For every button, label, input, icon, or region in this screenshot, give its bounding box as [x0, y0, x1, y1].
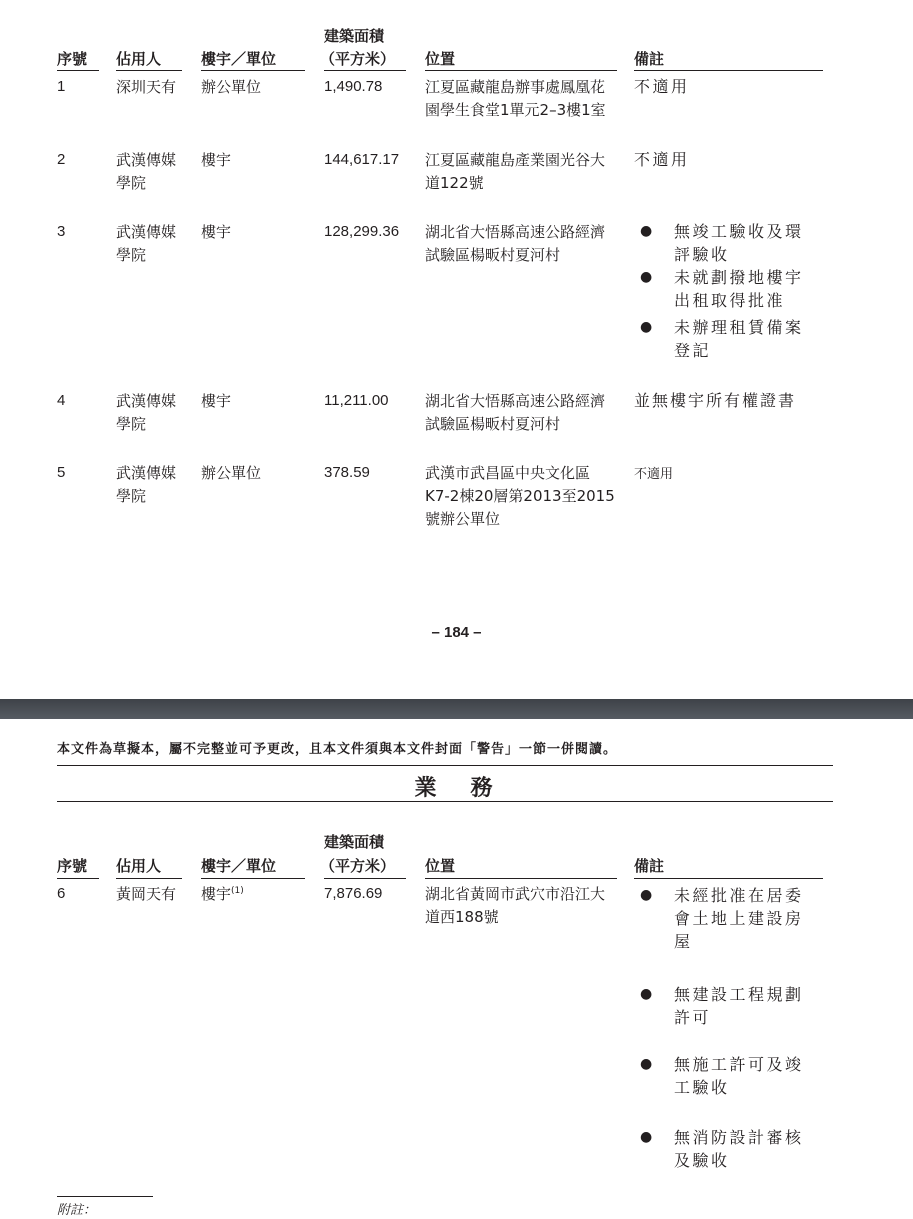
header-location: 位置	[425, 857, 456, 875]
header-occupant: 佔用人	[116, 50, 162, 68]
row-type: 辦公單位	[201, 464, 262, 482]
page-break	[0, 699, 913, 719]
bullet-text: 未經批准在居委	[674, 886, 804, 905]
header-occupant: 佔用人	[116, 857, 162, 875]
page-number: – 184 –	[431, 624, 482, 641]
header-underline	[425, 70, 617, 71]
row-location: 江夏區藏龍島辦事處鳳凰花	[425, 78, 606, 96]
row-location: 號辦公單位	[425, 510, 501, 528]
row-location: 江夏區藏龍島產業園光谷大	[425, 151, 606, 169]
row-area: 11,211.00	[324, 392, 389, 409]
header-underline	[57, 878, 99, 879]
header-remarks: 備註	[634, 857, 665, 875]
row-remark: 並無樓宇所有權證書	[634, 391, 797, 410]
header-no: 序號	[57, 857, 88, 875]
header-underline	[324, 70, 406, 71]
row-remark: 不適用	[634, 77, 690, 96]
row-type: 樓宇	[201, 392, 232, 410]
bullet-text: 會土地上建設房	[674, 909, 804, 928]
row-location: 園學生食堂1單元2–3樓1室	[425, 101, 606, 119]
row-location: 武漢市武昌區中央文化區	[425, 464, 591, 482]
bullet-text: 屋	[674, 932, 693, 951]
bullet-dot: ●	[640, 1056, 653, 1072]
row-occupant: 學院	[116, 246, 147, 264]
row-no: 1	[57, 78, 66, 95]
header-area-line2: （平方米）	[320, 857, 396, 875]
row-no: 4	[57, 392, 66, 409]
row-occupant: 學院	[116, 415, 147, 433]
row-type: 辦公單位	[201, 78, 262, 96]
header-remarks: 備註	[634, 50, 665, 68]
row-area: 7,876.69	[324, 885, 383, 902]
header-underline	[634, 70, 823, 71]
footnote-label: 附註：	[57, 1203, 97, 1218]
bullet-dot: ●	[640, 887, 653, 903]
header-underline	[201, 70, 305, 71]
header-no: 序號	[57, 50, 88, 68]
row-occupant: 深圳天有	[116, 78, 177, 96]
row-remark: 不適用	[634, 467, 674, 482]
row-type: 樓宇$^{(1)}$	[201, 885, 244, 903]
row-occupant: 武漢傳媒	[116, 151, 177, 169]
row-occupant: 黃岡天有	[116, 885, 177, 903]
draft-disclaimer: 本文件為草擬本，屬不完整並可予更改，且本文件須與本文件封面「警告」一節一併閱讀。	[57, 742, 618, 757]
row-location: 試驗區楊畈村夏河村	[425, 246, 561, 264]
row-location: 湖北省黃岡市武穴市沿江大	[425, 885, 606, 903]
bullet-text: 無竣工驗收及環	[674, 222, 804, 241]
footnote-marker[interactable]: (1)	[231, 886, 244, 896]
header-underline	[201, 878, 305, 879]
section-title: 業 務	[414, 776, 499, 801]
bullet-text: 登記	[674, 341, 712, 360]
section-rule-bottom	[57, 801, 833, 802]
row-occupant: 學院	[116, 174, 147, 192]
row-area: 144,617.17	[324, 151, 400, 168]
bullet-text: 評驗收	[674, 245, 730, 264]
bullet-dot: ●	[640, 223, 653, 239]
header-underline	[116, 70, 182, 71]
bullet-text: 無施工許可及竣	[674, 1055, 804, 1074]
row-type: 樓宇	[201, 223, 232, 241]
header-underline	[116, 878, 182, 879]
row-area: 128,299.36	[324, 223, 400, 240]
header-type: 樓宇／單位	[201, 857, 277, 875]
header-area-line1: 建築面積	[324, 833, 385, 851]
row-occupant: 武漢傳媒	[116, 464, 177, 482]
header-underline	[324, 878, 406, 879]
row-occupant: 武漢傳媒	[116, 223, 177, 241]
row-no: 2	[57, 151, 66, 168]
bullet-text: 工驗收	[674, 1078, 730, 1097]
row-area: 1,490.78	[324, 78, 383, 95]
row-location: 湖北省大悟縣高速公路經濟	[425, 223, 606, 241]
row-occupant: 武漢傳媒	[116, 392, 177, 410]
bullet-text: 無消防設計審核	[674, 1128, 804, 1147]
bullet-text: 出租取得批准	[674, 291, 786, 310]
row-location: 試驗區楊畈村夏河村	[425, 415, 561, 433]
bullet-text: 未就劃撥地樓宇	[674, 268, 804, 287]
row-type: 樓宇	[201, 151, 232, 169]
section-rule-top	[57, 765, 833, 766]
bullet-text: 許可	[674, 1008, 712, 1027]
header-area-line2: （平方米）	[320, 50, 396, 68]
bullet-dot: ●	[640, 269, 653, 285]
bullet-text: 無建設工程規劃	[674, 985, 804, 1004]
footnote-rule	[57, 1196, 153, 1197]
row-occupant: 學院	[116, 487, 147, 505]
header-underline	[425, 878, 617, 879]
row-no: 5	[57, 464, 66, 481]
bullet-dot: ●	[640, 319, 653, 335]
header-underline	[634, 878, 823, 879]
header-underline	[57, 70, 99, 71]
bullet-dot: ●	[640, 1129, 653, 1145]
bullet-dot: ●	[640, 986, 653, 1002]
row-area: 378.59	[324, 464, 370, 481]
row-location: 道西188號	[425, 908, 499, 926]
bullet-text: 及驗收	[674, 1151, 730, 1170]
header-area-line1: 建築面積	[324, 27, 385, 45]
row-location: 道122號	[425, 174, 484, 192]
row-remark: 不適用	[634, 150, 690, 169]
row-location: K7-2棟20層第2013至2015	[425, 487, 615, 505]
header-type: 樓宇／單位	[201, 50, 277, 68]
bullet-text: 未辦理租賃備案	[674, 318, 804, 337]
row-no: 3	[57, 223, 66, 240]
row-location: 湖北省大悟縣高速公路經濟	[425, 392, 606, 410]
row-no: 6	[57, 885, 66, 902]
header-location: 位置	[425, 50, 456, 68]
